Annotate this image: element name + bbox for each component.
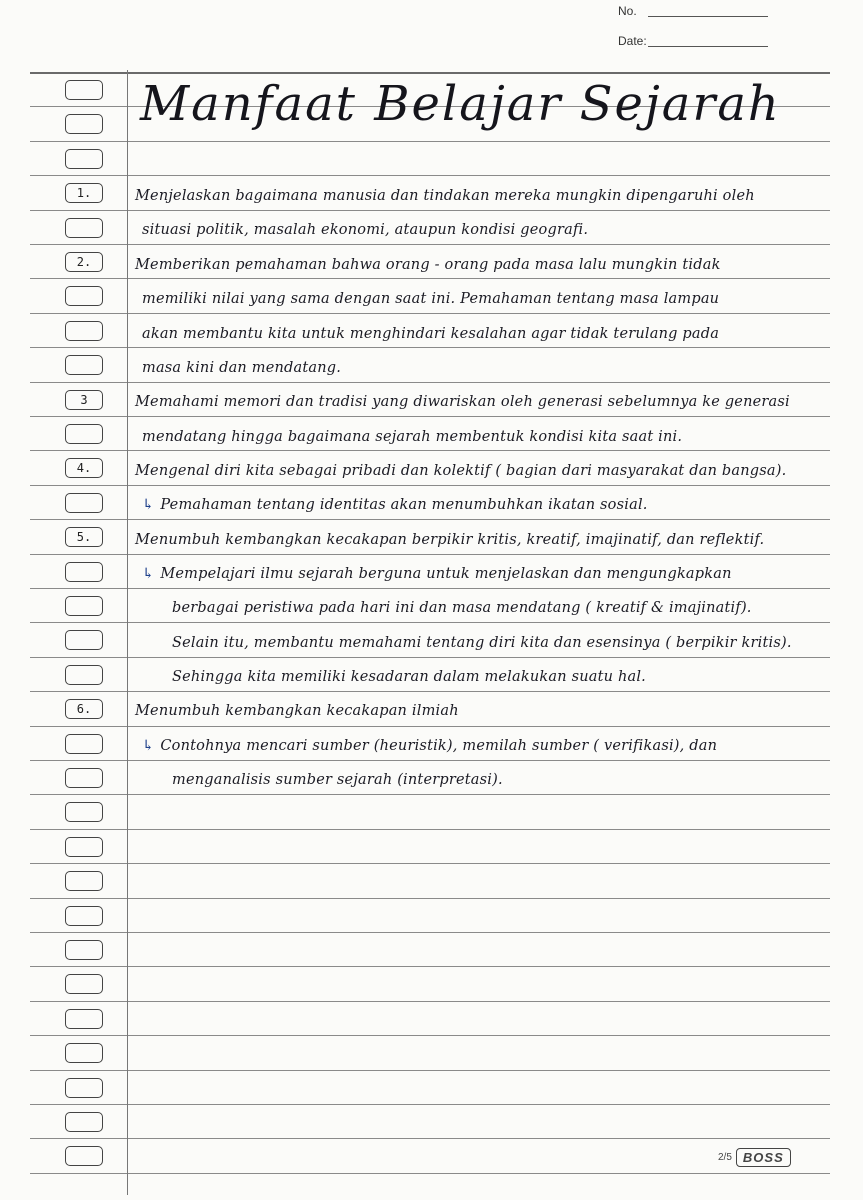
brand-small-text: 2/5 bbox=[718, 1152, 732, 1163]
number-box bbox=[65, 149, 103, 169]
arrow-icon: ↳ bbox=[142, 497, 155, 513]
ruled-line bbox=[30, 244, 830, 245]
text-line: Selain itu, membantu memahami tentang diri kita dan esensinya ( berpikir kritis). bbox=[172, 635, 792, 651]
date-underline bbox=[648, 46, 768, 47]
ruled-line bbox=[30, 554, 830, 555]
text-line: Menjelaskan bagaimana manusia dan tindakan mereka mungkin dipengaruhi oleh bbox=[135, 188, 755, 204]
ruled-line bbox=[30, 485, 830, 486]
text-line: masa kini dan mendatang. bbox=[142, 360, 342, 376]
ruled-line bbox=[30, 1001, 830, 1002]
number-box: 1. bbox=[65, 183, 103, 203]
number-box bbox=[65, 80, 103, 100]
margin-line bbox=[127, 70, 128, 1195]
ruled-line bbox=[30, 657, 830, 658]
text-line: Menumbuh kembangkan kecakapan berpikir kritis, kreatif, imajinatif, dan reflektif. bbox=[135, 532, 765, 548]
ruled-line bbox=[30, 1070, 830, 1071]
no-field bbox=[618, 4, 637, 18]
ruled-line bbox=[30, 691, 830, 692]
number-box bbox=[65, 114, 103, 134]
number-box bbox=[65, 355, 103, 375]
number-box bbox=[65, 1078, 103, 1098]
ruled-line bbox=[30, 863, 830, 864]
number-box bbox=[65, 974, 103, 994]
text-line: Mengenal diri kita sebagai pribadi dan kolektif ( bagian dari masyarakat dan bangsa). bbox=[135, 463, 787, 479]
page-title: Manfaat Belajar Sejarah bbox=[140, 76, 781, 132]
arrow-icon: ↳ bbox=[142, 738, 155, 754]
ruled-line bbox=[30, 794, 830, 795]
ruled-line bbox=[30, 760, 830, 761]
text-line: akan membantu kita untuk menghindari kesalahan agar tidak terulang pada bbox=[142, 326, 720, 342]
ruled-line bbox=[30, 278, 830, 279]
number-box bbox=[65, 906, 103, 926]
ruled-line bbox=[30, 313, 830, 314]
ruled-line bbox=[30, 416, 830, 417]
ruled-line bbox=[30, 932, 830, 933]
ruled-line bbox=[30, 622, 830, 623]
ruled-line bbox=[30, 72, 830, 74]
ruled-line bbox=[30, 1035, 830, 1036]
ruled-line bbox=[30, 519, 830, 520]
text-line: Contohnya mencari sumber (heuristik), memilah sumber ( verifikasi), dan bbox=[160, 738, 718, 754]
number-box bbox=[65, 768, 103, 788]
text-line: Memahami memori dan tradisi yang diwariskan oleh generasi sebelumnya ke generasi bbox=[135, 394, 790, 410]
brand-mark bbox=[718, 1148, 791, 1167]
arrow-icon: ↳ bbox=[142, 566, 155, 582]
number-box: 2. bbox=[65, 252, 103, 272]
text-line: Sehingga kita memiliki kesadaran dalam melakukan suatu hal. bbox=[172, 669, 646, 685]
number-box bbox=[65, 424, 103, 444]
number-box bbox=[65, 1009, 103, 1029]
ruled-line bbox=[30, 141, 830, 142]
text-line: Mempelajari ilmu sejarah berguna untuk menjelaskan dan mengungkapkan bbox=[160, 566, 732, 582]
ruled-line bbox=[30, 829, 830, 830]
number-box: 6. bbox=[65, 699, 103, 719]
text-line: mendatang hingga bagaimana sejarah membentuk kondisi kita saat ini. bbox=[142, 429, 683, 445]
text-line: Memberikan pemahaman bahwa orang - orang pada masa lalu mungkin tidak bbox=[135, 257, 721, 273]
text-line: Menumbuh kembangkan kecakapan ilmiah bbox=[135, 703, 459, 719]
date-field bbox=[618, 34, 647, 48]
ruled-line bbox=[30, 1138, 830, 1139]
text-line: Pemahaman tentang identitas akan menumbuhkan ikatan sosial. bbox=[160, 497, 648, 513]
ruled-line bbox=[30, 210, 830, 211]
number-box bbox=[65, 802, 103, 822]
ruled-line bbox=[30, 175, 830, 176]
number-box bbox=[65, 665, 103, 685]
brand-logo: BOSS bbox=[736, 1148, 791, 1167]
date-label: Date: bbox=[618, 34, 647, 48]
number-box bbox=[65, 1146, 103, 1166]
ruled-line bbox=[30, 1173, 830, 1174]
ruled-line bbox=[30, 347, 830, 348]
number-box bbox=[65, 321, 103, 341]
text-line: memiliki nilai yang sama dengan saat ini. Pemahaman tentang masa lampau bbox=[142, 291, 720, 307]
number-box bbox=[65, 630, 103, 650]
ruled-line bbox=[30, 966, 830, 967]
arrow-line bbox=[142, 566, 732, 582]
arrow-line bbox=[142, 497, 648, 513]
ruled-line bbox=[30, 588, 830, 589]
number-box bbox=[65, 940, 103, 960]
number-box bbox=[65, 837, 103, 857]
ruled-line bbox=[30, 726, 830, 727]
no-label: No. bbox=[618, 4, 637, 18]
number-box bbox=[65, 493, 103, 513]
number-box bbox=[65, 562, 103, 582]
number-box: 5. bbox=[65, 527, 103, 547]
text-line: situasi politik, masalah ekonomi, ataupun kondisi geografi. bbox=[142, 222, 589, 238]
number-box bbox=[65, 734, 103, 754]
number-box bbox=[65, 218, 103, 238]
ruled-line bbox=[30, 898, 830, 899]
arrow-line bbox=[142, 738, 717, 754]
number-box bbox=[65, 1112, 103, 1132]
ruled-line bbox=[30, 450, 830, 451]
number-box bbox=[65, 286, 103, 306]
number-box bbox=[65, 596, 103, 616]
ruled-line bbox=[30, 382, 830, 383]
text-line: menganalisis sumber sejarah (interpretasi). bbox=[172, 772, 503, 788]
number-box: 3 bbox=[65, 390, 103, 410]
no-underline bbox=[648, 16, 768, 17]
number-box bbox=[65, 871, 103, 891]
number-box bbox=[65, 1043, 103, 1063]
number-box: 4. bbox=[65, 458, 103, 478]
text-line: berbagai peristiwa pada hari ini dan masa mendatang ( kreatif & imajinatif). bbox=[172, 600, 752, 616]
ruled-line bbox=[30, 1104, 830, 1105]
